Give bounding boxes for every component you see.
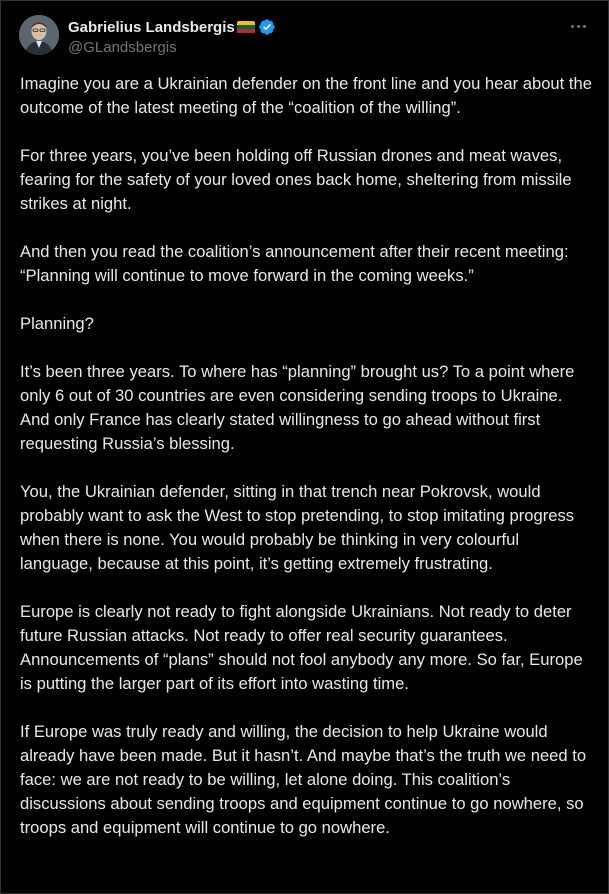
tweet-paragraph: If Europe was truly ready and willing, the decision to help Ukraine would already have been made. But it hasn’t. And maybe that’s the truth we need to face: we are not ready to be willing, let alone doing. This coalition’s discussions about sending troops and equipment continue to go nowhere, so troops and equipment will continue to go nowhere. — [20, 722, 587, 837]
tweet-paragraph: Europe is clearly not ready to fight alongside Ukrainians. Not ready to deter future Russian attacks. Not ready to offer real security guarantees. Announcements of “plans” should not fool anybody any more. So far, Europe is putting the larger part of its effort into wasting time. — [20, 602, 583, 693]
author-display-name[interactable]: Gabrielius Landsbergis — [68, 18, 235, 36]
tweet-paragraph: You, the Ukrainian defender, sitting in that trench near Pokrovsk, would probably want to ask the West to stop pretending, to stop imitating progress when there is none. You would probably be thinking in very colourful language, because at this point, it’s getting extremely frustrating. — [20, 482, 575, 573]
tweet-paragraph: For three years, you’ve been holding off Russian drones and meat waves, fearing for the safety of your loved ones back home, sheltering from missile strikes at night. — [20, 146, 572, 213]
tweet-paragraph: And then you read the coalition’s announcement after their recent meeting: “Planning will continue to move forward in the coming weeks.” — [20, 242, 569, 285]
tweet-header — [1, 1, 609, 67]
author-name-row — [68, 17, 276, 37]
avatar[interactable] — [19, 15, 59, 55]
more-options-icon[interactable] — [568, 19, 588, 33]
verified-badge-icon[interactable] — [258, 18, 276, 36]
tweet-paragraph: It’s been three years. To where has “planning” brought us? To a point where only 6 out of 30 countries are even considering sending troops to Ukraine. And only France has clearly stated willingness to go ahead without first requesting Russia’s blessing. — [20, 362, 575, 453]
lithuania-flag-icon — [237, 21, 255, 34]
tweet-paragraph: Imagine you are a Ukrainian defender on the front line and you hear about the outcome of the latest meeting of the “coalition of the willing”. — [20, 74, 592, 117]
avatar-image — [19, 15, 59, 55]
author-handle[interactable]: @GLandsbergis — [68, 39, 177, 56]
tweet-text — [20, 72, 592, 864]
tweet-paragraph: Planning? — [20, 314, 94, 333]
